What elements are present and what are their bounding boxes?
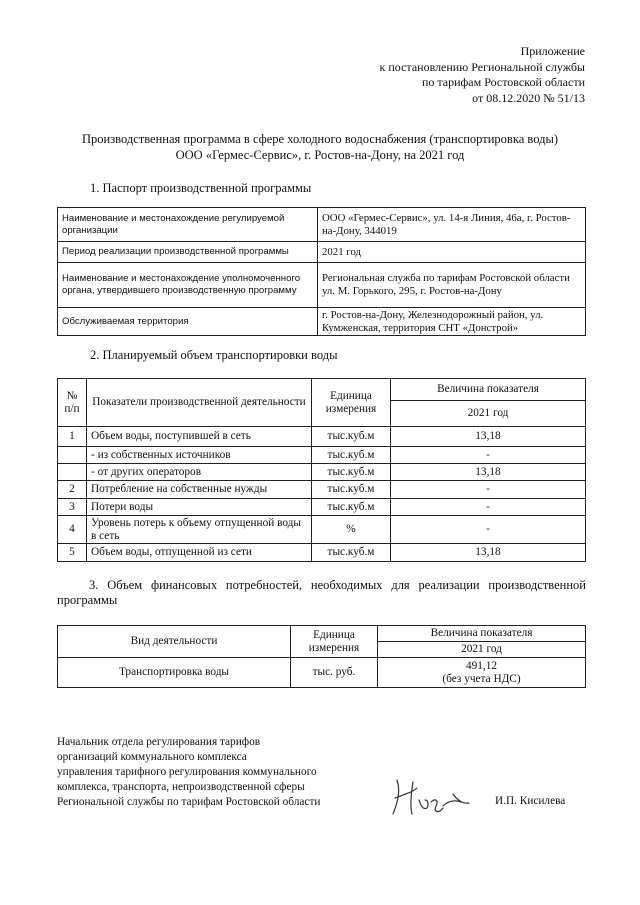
position-line: Начальник отдела регулирования тарифов xyxy=(57,736,261,748)
row-unit: тыс.куб.м xyxy=(312,427,391,447)
table-header-row xyxy=(58,626,586,642)
col-year-header: 2021 год xyxy=(378,642,586,658)
row-indicator: - из собственных источников xyxy=(87,447,312,464)
col-unit-header: Единица измерения xyxy=(291,626,378,658)
passport-label: Период реализации производственной программы xyxy=(58,242,318,263)
col-value-header: Величина показателя xyxy=(391,379,586,401)
row-num: 4 xyxy=(58,516,87,544)
passport-value: Региональная служба по тарифам Ростовской области ул. М. Горького, 295, г. Ростов-на-Дону xyxy=(318,263,586,308)
appendix-line: Приложение xyxy=(520,44,585,58)
passport-table xyxy=(57,207,586,336)
appendix-line: от 08.12.2020 № 51/13 xyxy=(472,90,585,105)
row-value: 13,18 xyxy=(391,464,586,481)
section3-heading: 3. Объем финансовых потребностей, необходимых для реализации производственной программы xyxy=(57,578,586,607)
row-value: - xyxy=(391,516,586,544)
signatory-position xyxy=(57,735,320,810)
row-unit: тыс.куб.м xyxy=(312,481,391,499)
col-value-header: Величина показателя xyxy=(378,626,586,642)
row-indicator: Объем воды, отпущенной из сети xyxy=(87,544,312,562)
row-unit: тыс.куб.м xyxy=(312,447,391,464)
col-num-header: № п/п xyxy=(58,379,87,427)
appendix-header xyxy=(380,44,585,106)
row-unit: тыс.куб.м xyxy=(312,464,391,481)
section2-heading: 2. Планируемый объем транспортировки воды xyxy=(90,348,338,362)
table-row xyxy=(58,242,586,263)
table-row xyxy=(58,481,586,499)
table-row xyxy=(58,516,586,544)
row-value: 13,18 xyxy=(391,427,586,447)
table-row xyxy=(58,308,586,336)
passport-label: Наименование и местонахождение регулируемой организации xyxy=(58,208,318,242)
row-unit: % xyxy=(312,516,391,544)
passport-value: 2021 год xyxy=(318,242,586,263)
section1-heading: 1. Паспорт производственной программы xyxy=(90,181,312,195)
row-value: - xyxy=(391,499,586,516)
position-line: организаций коммунального комплекса xyxy=(57,751,247,763)
appendix-line: по тарифам Ростовской области xyxy=(421,75,585,89)
col-year-header: 2021 год xyxy=(391,401,586,427)
passport-value: г. Ростов-на-Дону, Железнодорожный район, ул. Кумженская, территория СНТ «Донстрой» xyxy=(318,308,586,336)
row-value: - xyxy=(391,481,586,499)
col-unit-header: Единица измерения xyxy=(312,379,391,427)
table-row xyxy=(58,447,586,464)
row-value: 491,12 xyxy=(465,659,498,672)
row-num: 3 xyxy=(58,499,87,516)
table-row xyxy=(58,263,586,308)
row-unit: тыс. руб. xyxy=(291,658,378,688)
row-indicator: Потери воды xyxy=(87,499,312,516)
document-title xyxy=(0,131,640,163)
row-indicator: Уровень потерь к объему отпущенной воды в сеть xyxy=(87,516,312,544)
row-value-cell xyxy=(378,658,586,688)
handwritten-signature xyxy=(383,770,473,822)
col-activity-header: Вид деятельности xyxy=(58,626,291,658)
row-indicator: - от других операторов xyxy=(87,464,312,481)
row-num xyxy=(58,464,87,481)
finance-table xyxy=(57,625,586,688)
volume-table xyxy=(57,378,586,562)
row-num: 2 xyxy=(58,481,87,499)
row-num: 1 xyxy=(58,427,87,447)
passport-label: Обслуживаемая территория xyxy=(58,308,318,336)
table-row xyxy=(58,208,586,242)
title-line-1: Производственная программа в сфере холодного водоснабжения (транспортировка воды) xyxy=(81,132,559,146)
row-indicator: Объем воды, поступившей в сеть xyxy=(87,427,312,447)
row-activity: Транспортировка воды xyxy=(58,658,291,688)
position-line: Региональной службы по тарифам Ростовской области xyxy=(57,796,321,808)
row-indicator: Потребление на собственные нужды xyxy=(87,481,312,499)
table-row xyxy=(58,544,586,562)
signer-name: И.П. Кисилева xyxy=(495,795,566,807)
table-row xyxy=(58,464,586,481)
row-value-note: (без учета НДС) xyxy=(442,672,521,685)
passport-value: ООО «Гермес-Сервис», ул. 14-я Линия, 46а, г. Ростов-на-Дону, 344019 xyxy=(318,208,586,242)
title-line-2: ООО «Гермес-Сервис», г. Ростов-на-Дону, на 2021 год xyxy=(175,148,465,162)
row-value: 13,18 xyxy=(391,544,586,562)
table-row xyxy=(58,427,586,447)
row-value: - xyxy=(391,447,586,464)
table-row xyxy=(58,499,586,516)
row-unit: тыс.куб.м xyxy=(312,544,391,562)
passport-label: Наименование и местонахождение уполномоченного органа, утвердившего производственную программу xyxy=(58,263,318,308)
position-line: управления тарифного регулирования коммунального xyxy=(57,766,317,778)
col-indicator-header: Показатели производственной деятельности xyxy=(87,379,312,427)
row-num xyxy=(58,447,87,464)
appendix-line: к постановлению Региональной службы xyxy=(379,59,585,74)
table-row xyxy=(58,658,586,688)
table-header-row xyxy=(58,379,586,401)
row-num: 5 xyxy=(58,544,87,562)
position-line: комплекса, транспорта, непроизводственной сферы xyxy=(57,781,305,793)
row-unit: тыс.куб.м xyxy=(312,499,391,516)
